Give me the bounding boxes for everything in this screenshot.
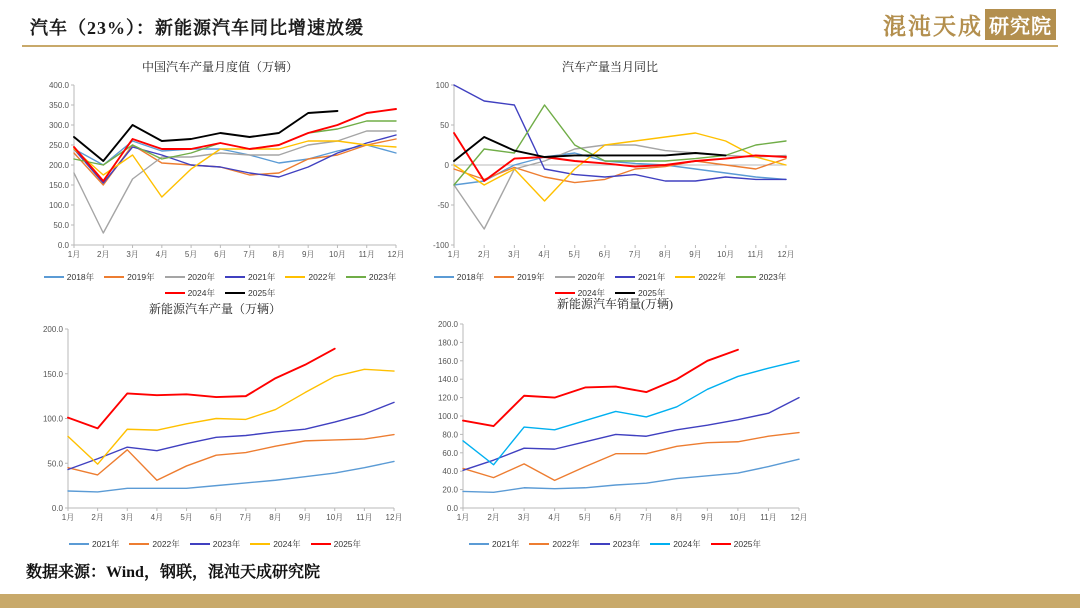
svg-text:12月: 12月 (385, 513, 403, 522)
svg-text:12月: 12月 (387, 250, 405, 259)
svg-text:3月: 3月 (508, 250, 521, 259)
legend-label: 2020年 (577, 272, 605, 282)
line-chart-2 (420, 77, 800, 267)
legend-swatch (529, 543, 549, 545)
legend-swatch (615, 276, 635, 278)
chart-title-4: 新能源汽车销量(万辆) (557, 297, 673, 311)
chart-panel-nev-output (20, 300, 410, 550)
chart-plot-1 (30, 77, 410, 267)
svg-text:300.0: 300.0 (48, 121, 69, 130)
legend-label: 2018年 (456, 272, 485, 282)
chart-plot-2 (420, 77, 800, 267)
legend-label: 2019年 (127, 272, 155, 282)
legend-swatch (590, 543, 610, 545)
svg-text:0: 0 (444, 161, 449, 170)
svg-text:0.0: 0.0 (446, 504, 458, 513)
line-chart-4 (415, 314, 815, 534)
legend-item-2020年 (555, 271, 605, 283)
legend-swatch (44, 276, 64, 278)
legend-item-2019年 (104, 271, 154, 283)
legend-swatch (650, 543, 670, 545)
chart-legend-4 (415, 538, 815, 550)
legend-swatch (675, 276, 695, 278)
chart-panel-china-auto-output-monthly (30, 58, 410, 299)
svg-text:11月: 11月 (356, 513, 373, 522)
svg-text:120.0: 120.0 (437, 393, 458, 403)
legend-item-2024年 (165, 287, 215, 299)
chart-panel-nev-sales (415, 295, 815, 550)
svg-text:50.0: 50.0 (53, 221, 69, 230)
svg-text:150.0: 150.0 (42, 369, 63, 379)
legend-label: 2023年 (368, 272, 397, 282)
footer-bar (0, 594, 1080, 608)
svg-text:20.0: 20.0 (442, 485, 458, 495)
svg-text:160.0: 160.0 (437, 356, 458, 366)
legend-swatch (736, 276, 756, 278)
legend-label: 2023年 (758, 272, 787, 282)
legend-item-2025年 (711, 538, 761, 550)
svg-text:60.0: 60.0 (442, 448, 458, 458)
legend-item-2021年 (225, 271, 275, 283)
legend-label: 2021年 (491, 539, 520, 549)
svg-text:7月: 7月 (640, 513, 653, 522)
svg-text:1月: 1月 (61, 513, 75, 522)
chart-panel-china-auto-output-yoy (420, 58, 800, 299)
svg-text:9月: 9月 (701, 513, 714, 522)
legend-swatch (555, 292, 575, 294)
svg-text:8月: 8月 (272, 250, 286, 259)
legend-item-2025年 (311, 538, 361, 550)
svg-text:8月: 8月 (670, 513, 684, 522)
svg-text:3月: 3月 (517, 513, 531, 522)
legend-label: 2025年 (638, 288, 666, 298)
legend-swatch (434, 276, 454, 278)
svg-text:80.0: 80.0 (442, 430, 458, 440)
legend-swatch (285, 276, 305, 278)
legend-swatch (225, 292, 245, 294)
svg-text:9月: 9月 (298, 513, 312, 522)
svg-text:0.0: 0.0 (51, 504, 63, 513)
legend-label: 2022年 (308, 272, 336, 282)
svg-text:40.0: 40.0 (442, 467, 458, 477)
svg-text:50: 50 (440, 121, 449, 130)
svg-text:100.0: 100.0 (48, 201, 69, 210)
svg-text:9月: 9月 (689, 250, 702, 259)
svg-text:5月: 5月 (184, 250, 198, 259)
svg-text:200.0: 200.0 (437, 320, 458, 329)
legend-label: 2021年 (638, 272, 666, 282)
svg-text:400.0: 400.0 (48, 81, 69, 90)
logo-text: 混沌天成 (883, 14, 983, 39)
legend-swatch (69, 543, 89, 545)
legend-item-2024年 (250, 538, 300, 550)
legend-swatch (104, 276, 124, 278)
svg-text:6月: 6月 (609, 513, 622, 522)
legend-swatch (190, 543, 210, 545)
svg-text:50.0: 50.0 (47, 459, 63, 469)
svg-text:1月: 1月 (447, 250, 461, 259)
legend-swatch (555, 276, 575, 278)
legend-swatch (494, 276, 514, 278)
chart-legend-1 (30, 271, 410, 299)
legend-item-2023年 (190, 538, 240, 550)
legend-swatch (165, 292, 185, 294)
legend-swatch (129, 543, 149, 545)
logo-badge: 研究院 (985, 9, 1056, 40)
legend-label: 2019年 (517, 272, 545, 282)
chart-title-3: 新能源汽车产量（万辆） (148, 302, 281, 316)
legend-swatch (311, 543, 331, 545)
legend-label: 2022年 (698, 272, 726, 282)
legend-swatch (225, 276, 245, 278)
svg-text:6月: 6月 (214, 250, 227, 259)
svg-text:10月: 10月 (329, 250, 346, 259)
legend-label: 2024年 (577, 288, 605, 298)
svg-text:12月: 12月 (777, 250, 795, 259)
line-chart-3 (20, 319, 410, 534)
svg-text:150.0: 150.0 (48, 181, 69, 190)
legend-swatch (469, 543, 489, 545)
legend-label: 2022年 (152, 539, 180, 549)
svg-text:10月: 10月 (729, 513, 747, 522)
svg-text:11月: 11月 (358, 250, 375, 259)
legend-label: 2022年 (552, 539, 580, 549)
legend-item-2021年 (69, 538, 119, 550)
legend-item-2022年 (129, 538, 179, 550)
svg-text:8月: 8月 (269, 513, 282, 522)
svg-text:100: 100 (435, 81, 449, 90)
legend-swatch (165, 276, 185, 278)
data-source-text: 数据来源：Wind，钢联，混沌天成研究院 (26, 564, 320, 581)
svg-text:200.0: 200.0 (48, 161, 69, 170)
legend-item-2023年 (736, 271, 786, 283)
legend-item-2023年 (346, 271, 396, 283)
legend-label: 2020年 (187, 272, 215, 282)
company-logo (883, 8, 1056, 41)
svg-text:7月: 7月 (243, 250, 256, 259)
svg-text:2月: 2月 (487, 513, 500, 522)
legend-item-2019年 (494, 271, 544, 283)
svg-text:2月: 2月 (97, 250, 110, 259)
legend-label: 2025年 (333, 539, 362, 549)
svg-text:4月: 4月 (150, 513, 164, 522)
svg-text:-50: -50 (437, 201, 449, 210)
legend-label: 2023年 (612, 539, 641, 549)
svg-text:2月: 2月 (91, 513, 104, 522)
svg-text:7月: 7月 (628, 250, 642, 259)
chart-title-1: 中国汽车产量月度值（万辆） (141, 60, 298, 74)
svg-text:8月: 8月 (659, 250, 672, 259)
legend-item-2021年 (615, 271, 665, 283)
legend-item-2022年 (675, 271, 725, 283)
legend-swatch (711, 543, 731, 545)
svg-text:4月: 4月 (548, 513, 561, 522)
legend-item-2023年 (590, 538, 640, 550)
legend-item-2022年 (285, 271, 335, 283)
svg-text:200.0: 200.0 (42, 325, 63, 334)
legend-label: 2018年 (66, 272, 95, 282)
svg-text:7月: 7月 (239, 513, 253, 522)
legend-item-2018年 (434, 271, 484, 283)
legend-item-2021年 (469, 538, 519, 550)
legend-item-2020年 (165, 271, 215, 283)
legend-item-2018年 (44, 271, 94, 283)
chart-legend-3 (20, 538, 410, 550)
legend-label: 2021年 (91, 539, 120, 549)
svg-text:6月: 6月 (209, 513, 223, 522)
legend-item-2024年 (650, 538, 700, 550)
svg-text:1月: 1月 (456, 513, 470, 522)
svg-text:6月: 6月 (598, 250, 612, 259)
svg-text:-100: -100 (432, 241, 449, 250)
svg-text:3月: 3月 (126, 250, 139, 259)
legend-label: 2023年 (212, 539, 241, 549)
svg-text:3月: 3月 (121, 513, 134, 522)
line-chart-1 (30, 77, 410, 267)
chart-title-2: 汽车产量当月同比 (561, 60, 658, 74)
svg-text:5月: 5月 (568, 250, 581, 259)
svg-text:10月: 10月 (326, 513, 344, 522)
legend-label: 2024年 (273, 539, 301, 549)
svg-text:5月: 5月 (578, 513, 592, 522)
legend-label: 2021年 (248, 272, 276, 282)
svg-text:5月: 5月 (180, 513, 193, 522)
svg-text:11月: 11月 (747, 250, 764, 259)
svg-text:10月: 10月 (717, 250, 735, 259)
slide-header (0, 0, 1080, 48)
svg-text:140.0: 140.0 (437, 375, 458, 385)
svg-text:1月: 1月 (67, 250, 81, 259)
legend-item-2022年 (529, 538, 579, 550)
legend-swatch (250, 543, 270, 545)
svg-text:0.0: 0.0 (57, 241, 69, 250)
legend-label: 2025年 (248, 288, 276, 298)
legend-swatch (346, 276, 366, 278)
chart-plot-4 (415, 314, 815, 534)
svg-text:2月: 2月 (477, 250, 491, 259)
legend-swatch (615, 292, 635, 294)
svg-text:180.0: 180.0 (437, 338, 458, 348)
svg-text:9月: 9月 (301, 250, 315, 259)
legend-label: 2024年 (673, 539, 701, 549)
legend-label: 2024年 (187, 288, 215, 298)
header-divider (22, 45, 1058, 47)
svg-text:4月: 4月 (538, 250, 551, 259)
page-title: 汽车（23%）：新能源汽车同比增速放缓 (30, 18, 364, 38)
chart-plot-3 (20, 319, 410, 534)
legend-label: 2025年 (733, 539, 762, 549)
svg-text:12月: 12月 (790, 513, 808, 522)
legend-item-2025年 (225, 287, 275, 299)
svg-text:4月: 4月 (155, 250, 169, 259)
svg-text:11月: 11月 (760, 513, 777, 522)
svg-text:100.0: 100.0 (42, 414, 63, 424)
svg-text:100.0: 100.0 (437, 412, 458, 421)
svg-text:250.0: 250.0 (48, 141, 69, 150)
svg-text:350.0: 350.0 (48, 101, 69, 110)
